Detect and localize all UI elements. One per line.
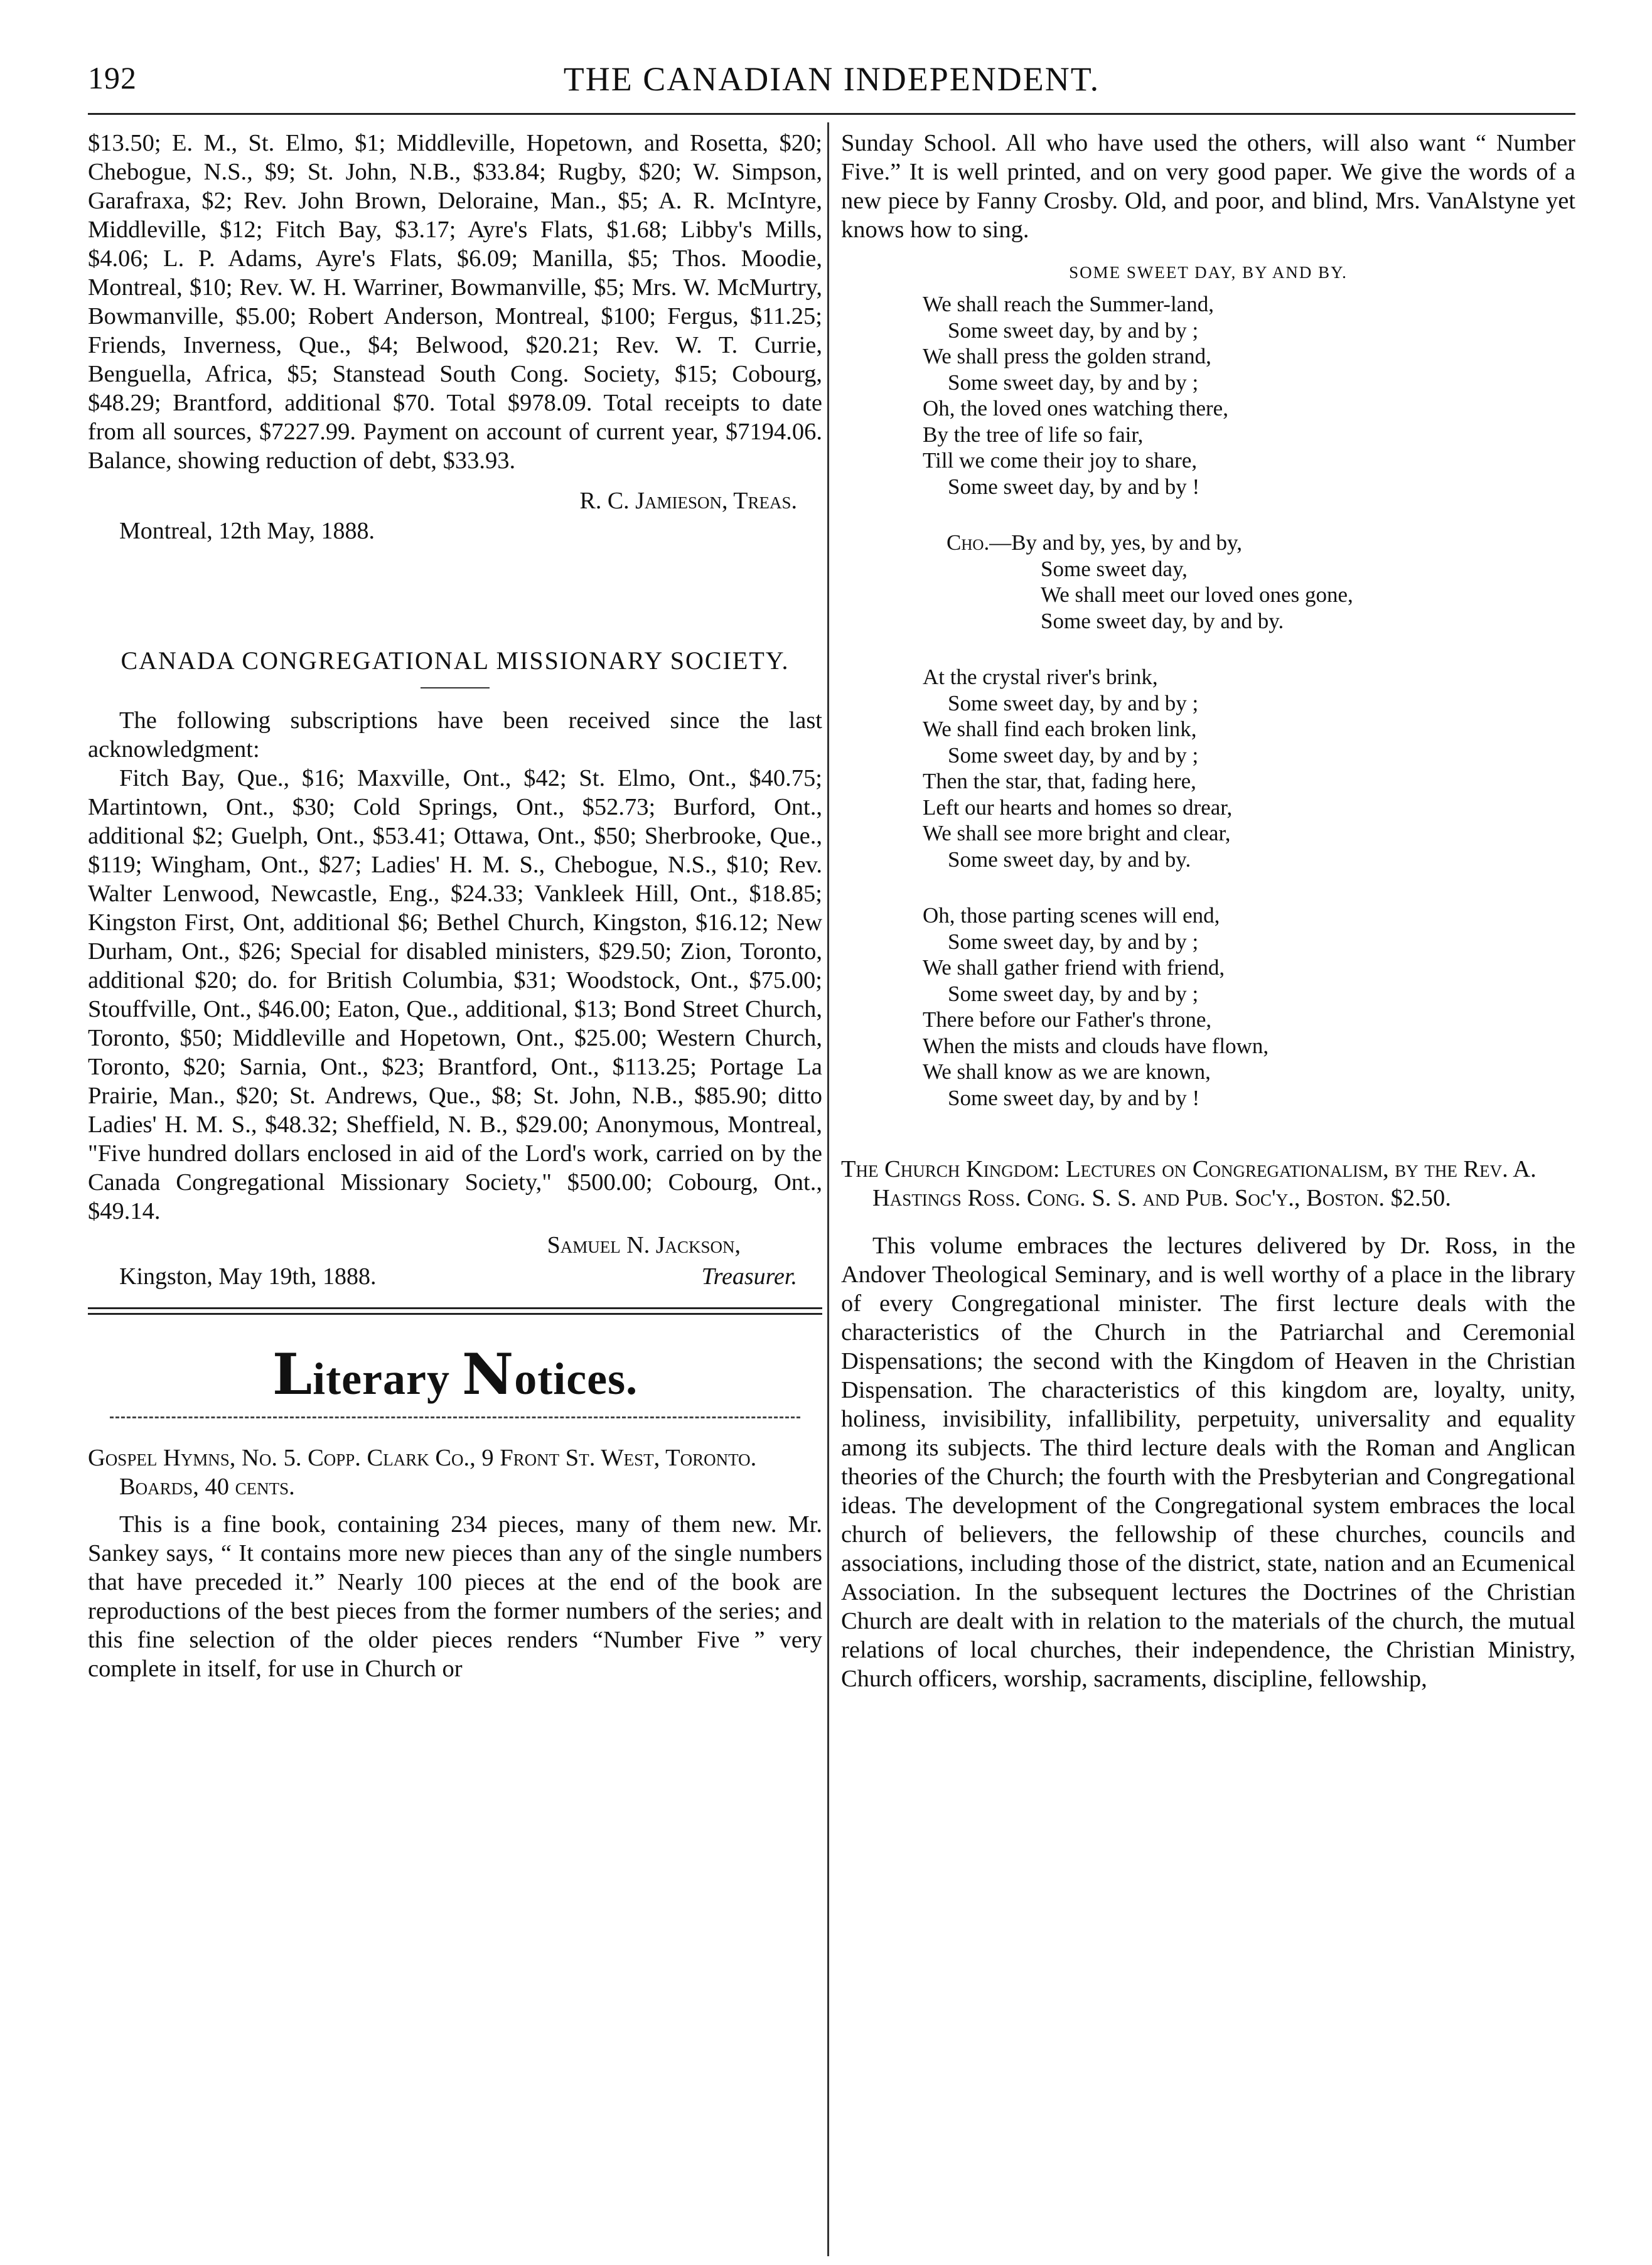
gospel-hymns-review-body: This is a fine book, containing 234 pieces, many of them new. Mr. Sankey says, “ It contains more new pieces than any of the single numbers that have preceded it.” Nearly 100 pieces at the end of the book are reproductions of the best pieces from the former numbers of the series; and this fine selection of the older pieces renders “Number Five ” very complete in itself, for use in Church or [88,1511,822,1682]
poem-stanza-1 [923,291,1575,500]
treasurer-signature: R. C. Jamieson, Treas. [579,488,797,514]
poem-line: Left our hearts and homes so drear, [923,795,1233,820]
page-number: 192 [88,60,137,95]
running-title: THE CANADIAN INDEPENDENT. [563,60,1100,98]
poem-stanza-2 [923,664,1575,872]
society-intro: The following subscriptions have been received since the last acknowledgment: [88,707,822,763]
poem-line: We shall gather friend with friend, [923,955,1225,980]
poem-line: Then the star, that, fading here, [923,769,1196,793]
poem-line: There before our Father's throne, [923,1007,1212,1032]
poem-line: Till we come their joy to share, [923,448,1198,473]
treasurer-dateline: Montreal, 12th May, 1888. [119,518,375,544]
poem-line: When the mists and clouds have flown, [923,1033,1269,1058]
heading-word-otices: otices. [514,1354,638,1404]
poem-stanza-3 [923,902,1575,1111]
poem-line: We shall find each broken link, [923,717,1197,741]
double-rule [88,1307,822,1315]
column-divider [827,122,829,2256]
right-column [841,129,1575,1693]
poem-line: —By and by, yes, by and by, [989,530,1242,555]
section-rule [421,687,490,688]
society-signer-title: Treasurer. [701,1263,797,1290]
church-kingdom-review-heading: The Church Kingdom: Lectures on Congregationalism, by the Rev. A. Hastings Ross. Cong. S. S. and Pub. Soc'y., Boston. $2.50. [841,1156,1537,1211]
literary-notices-heading [88,1341,822,1408]
poem-title: SOME SWEET DAY, BY AND BY. [1069,263,1348,282]
poem-line: We shall meet our loved ones gone, [1041,582,1353,607]
left-column [88,129,822,1683]
decorative-initial-n: N [461,1341,515,1408]
dashed-rule [110,1416,800,1418]
poem-line: Some sweet day, by and by. [948,847,1191,872]
poem-line: Some sweet day, by and by ! [948,474,1200,499]
society-dateline: Kingston, May 19th, 1888. [119,1263,377,1290]
poem-line: We shall know as we are known, [923,1059,1211,1084]
poem-line: We shall press the golden strand, [923,344,1211,368]
poem-line: Some sweet day, by and by ; [948,690,1199,715]
society-signer: Samuel N. Jackson, [547,1232,741,1258]
heading-word-iterary: iterary [313,1354,450,1404]
treasurer-report-text: $13.50; E. M., St. Elmo, $1; Middleville, Hopetown, and Rosetta, $20; Chebogue, N.S., $9; St. John, N.B., $33.84; Rugby, $20; W. Simpson, Garafraxa, $2; Rev. John Brown, Deloraine, Man., $5; A. R. McIntyre, Middleville, $12; Fitch Bay, $3.17; Ayre's Flats, $1.68; Libby's Mills, $4.06; L. P. Adams, Ayre's Flats, $6.09; Manilla, $5; Thos. Moodie, Montreal, $10; Rev. W. H. Warriner, Bowmanville, $5; Mrs. W. McMurtry, Bowmanville, $5.00; Robert Anderson, Montreal, $100; Fergus, $11.25; Friends, Inverness, Que., $4; Belwood, $20.21; Rev. W. T. Currie, Benguella, Africa, $5; Stanstead South Cong. Society, $15; Cobourg, $48.29; Brantford, additional $70. Total $978.09. Total receipts to date from all sources, $7227.99. Payment on account of current year, $7194.06. Balance, showing reduction of debt, $33.93. [88,130,822,474]
poem-line: Oh, those parting scenes will end, [923,903,1220,928]
header-rule [88,113,1575,115]
society-signoff [88,1231,822,1288]
poem-line: Some sweet day, [1041,556,1188,581]
poem-line: Oh, the loved ones watching there, [923,396,1228,420]
poem-line: Some sweet day, by and by ! [948,1085,1200,1110]
poem-chorus [947,530,1575,634]
poem-line: Some sweet day, by and by ; [948,318,1199,343]
church-kingdom-review-body: This volume embraces the lectures delivered by Dr. Ross, in the Andover Theological Seminary, and is well worthy of a place in the library of every Congregational minister. The first lecture deals with the characteristics of the Church in the Patriarchal and Ceremonial Dispensations; the second with the Kingdom of Heaven in the Christian Dispensation. The characteristics of this kingdom are, loyalty, unity, holiness, invisibility, infallibility, perpetuity, universality and equality among its subjects. The third lecture deals with the Roman and Anglican theories of the Church; the fourth with the Presbyterian and Congregational ideas. The development of the Congregational system embraces the local church of believers, the fellowship of these churches, councils and associations, including those of the district, state, nation and an Ecumenical Association. In the subsequent lectures the Doctrines of the Christian Church are dealt with in relation to the materials of the church, the mutual relations of local churches, their independence, the Christian Ministry, Church officers, worship, sacraments, discipline, fellowship, [841,1233,1575,1692]
society-heading: CANADA CONGREGATIONAL MISSIONARY SOCIETY. [121,646,790,675]
poem-line: Some sweet day, by and by ; [948,981,1199,1006]
poem-line: Some sweet day, by and by ; [948,370,1199,395]
page-header [88,60,1575,104]
gospel-hymns-review-continued: Sunday School. All who have used the others, will also want “ Number Five.” It is well printed, and on very good paper. We give the words of a new piece by Fanny Crosby. Old, and poor, and blind, Mrs. VanAlstyne yet knows how to sing. [841,130,1575,243]
subscription-list: Fitch Bay, Que., $16; Maxville, Ont., $42; St. Elmo, Ont., $40.75; Martintown, Ont., $30; Cold Springs, Ont., $52.73; Burford, Ont., additional $2; Guelph, Ont., $53.41; Ottawa, Ont., $50; Sherbrooke, Que., $119; Wingham, Ont., $27; Ladies' H. M. S., Chebogue, N.S., $10; Rev. Walter Lenwood, Newcastle, Eng., $24.33; Vankleek Hill, Ont., $18.85; Kingston First, Ont, additional $6; Bethel Church, Kingston, $16.12; New Durham, Ont., $26; Special for disabled ministers, $29.50; Zion, Toronto, additional $20; do. for British Columbia, $31; Woodstock, Ont., $75.00; Stouffville, Ont., $46.00; Eaton, Que., additional, $13; Bond Street Church, Toronto, $50; Middleville and Hopetown, Ont., $25.00; Western Church, Toronto, $20; Sarnia, Ont., $23; Brantford, Ont., $113.25; Portage La Prairie, Man., $20; St. Andrews, Que., $8; St. John, N.B., $85.90; ditto Ladies' H. M. S., $48.32; Sheffield, N. B., $29.00; Anonymous, Montreal, "Five hundred dollars enclosed in aid of the Lord's work, carried on by the Canada Congregational Missionary Society," $500.00; Cobourg, Ont., $49.14. [88,765,822,1224]
poem-line: We shall reach the Summer-land, [923,292,1214,316]
poem-line: By the tree of life so fair, [923,422,1144,447]
poem-line: Some sweet day, by and by ; [948,929,1199,954]
poem-line: Some sweet day, by and by. [1041,608,1284,633]
chorus-label: Cho. [947,530,990,555]
poem [923,291,1575,1111]
decorative-initial-l: L [272,1341,313,1408]
poem-line: Some sweet day, by and by ; [948,742,1199,768]
poem-line: At the crystal river's brink, [923,665,1158,689]
poem-line: We shall see more bright and clear, [923,821,1231,845]
gospel-hymns-review-heading: Gospel Hymns, No. 5. Copp. Clark Co., 9 Front St. West, Toronto. Boards, 40 cents. [88,1445,757,1500]
